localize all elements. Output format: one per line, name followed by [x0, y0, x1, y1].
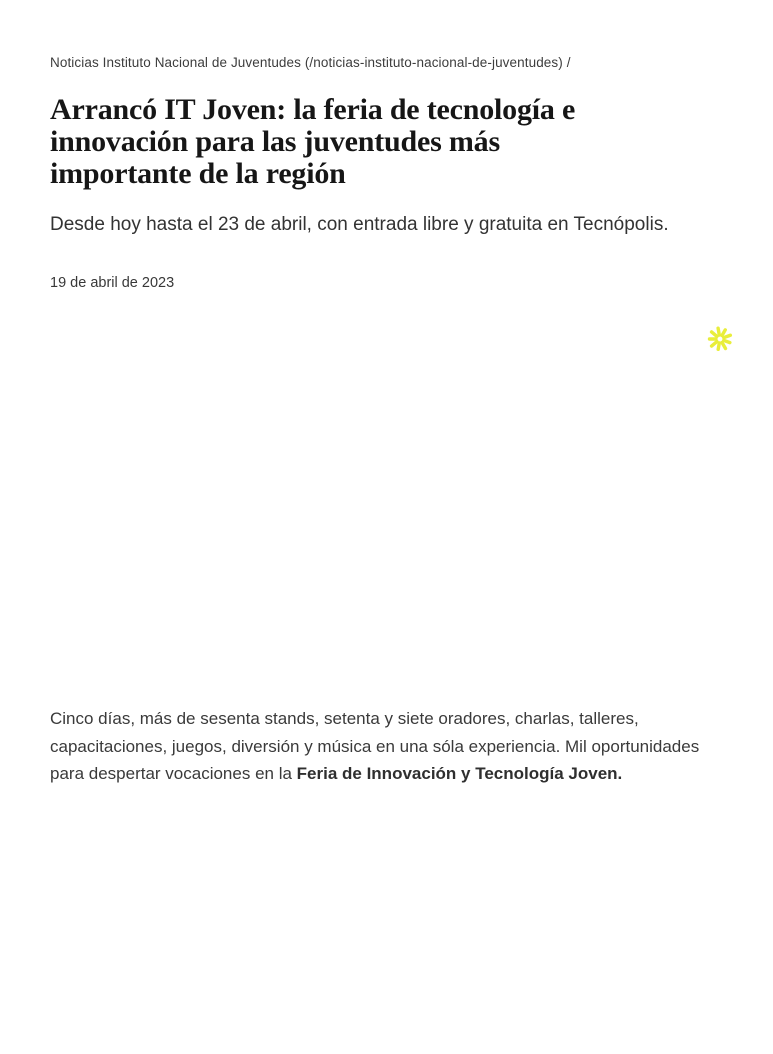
page-title	[50, 94, 723, 190]
loading-spinner-icon	[707, 326, 733, 352]
article-image-placeholder	[50, 325, 723, 690]
article-date: 19 de abril de 2023	[50, 275, 175, 291]
page-title-line-1: Arrancó IT Joven: la feria de tecnología e	[50, 93, 576, 126]
page-title-line-2: innovación para las juventudes más	[50, 125, 500, 158]
article-paragraph-text: Cinco días, más de sesenta stands, setenta y siete oradores, charlas, talleres, capacitaciones, juegos, diversión y música en una sóla experiencia. Mil oportunidades para despertar vocaciones en la	[50, 709, 700, 783]
article-paragraph	[50, 705, 723, 788]
article-subtitle: Desde hoy hasta el 23 de abril, con entrada libre y gratuita en Tecnópolis.	[50, 214, 669, 235]
page-root	[0, 54, 773, 1054]
breadcrumb-link[interactable]: Noticias Instituto Nacional de Juventudes (/noticias-instituto-nacional-de-juventudes) /	[50, 55, 571, 70]
news-article-page	[0, 54, 773, 788]
page-title-line-3: importante de la región	[50, 157, 346, 190]
breadcrumb	[50, 54, 723, 71]
article-paragraph-bold-text: Feria de Innovación y Tecnología Joven.	[296, 764, 623, 783]
